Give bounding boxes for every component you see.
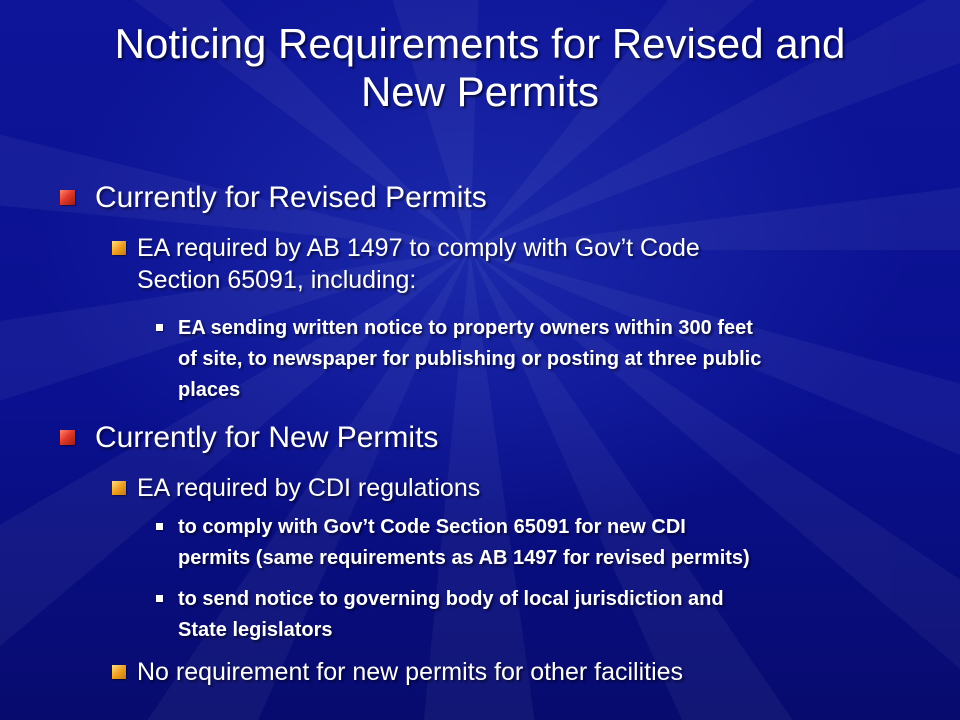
item-line: EA required by AB 1497 to comply with Gov’t Code (137, 234, 700, 262)
section-bullet-icon (60, 430, 75, 445)
title-line-1: Noticing Requirements for Revised and (114, 20, 846, 67)
subitem-bullet-icon (156, 523, 163, 530)
subitem-line: to send notice to governing body of local jurisdiction and (178, 588, 724, 610)
section-heading-revised: Currently for Revised Permits (95, 181, 487, 214)
section-heading-new: Currently for New Permits (95, 421, 439, 454)
subitem-line: of site, to newspaper for publishing or posting at three public (178, 348, 762, 370)
subitem-line: EA sending written notice to property owners within 300 feet (178, 317, 753, 339)
item-bullet-icon (112, 481, 126, 495)
slide-title (0, 20, 960, 116)
subitem-line: permits (same requirements as AB 1497 for revised permits) (178, 547, 750, 569)
subitem-line: places (178, 379, 241, 401)
subitem-bullet-icon (156, 324, 163, 331)
subitem-line: State legislators (178, 619, 333, 641)
item-line: EA required by CDI regulations (137, 474, 481, 502)
item-bullet-icon (112, 665, 126, 679)
item-line: Section 65091, including: (137, 266, 417, 294)
section-bullet-icon (60, 190, 75, 205)
item-line: No requirement for new permits for other facilities (137, 658, 684, 686)
subitem-line: to comply with Gov’t Code Section 65091 for new CDI (178, 516, 686, 538)
subitem-bullet-icon (156, 595, 163, 602)
item-bullet-icon (112, 241, 126, 255)
title-line-2: New Permits (360, 68, 600, 115)
